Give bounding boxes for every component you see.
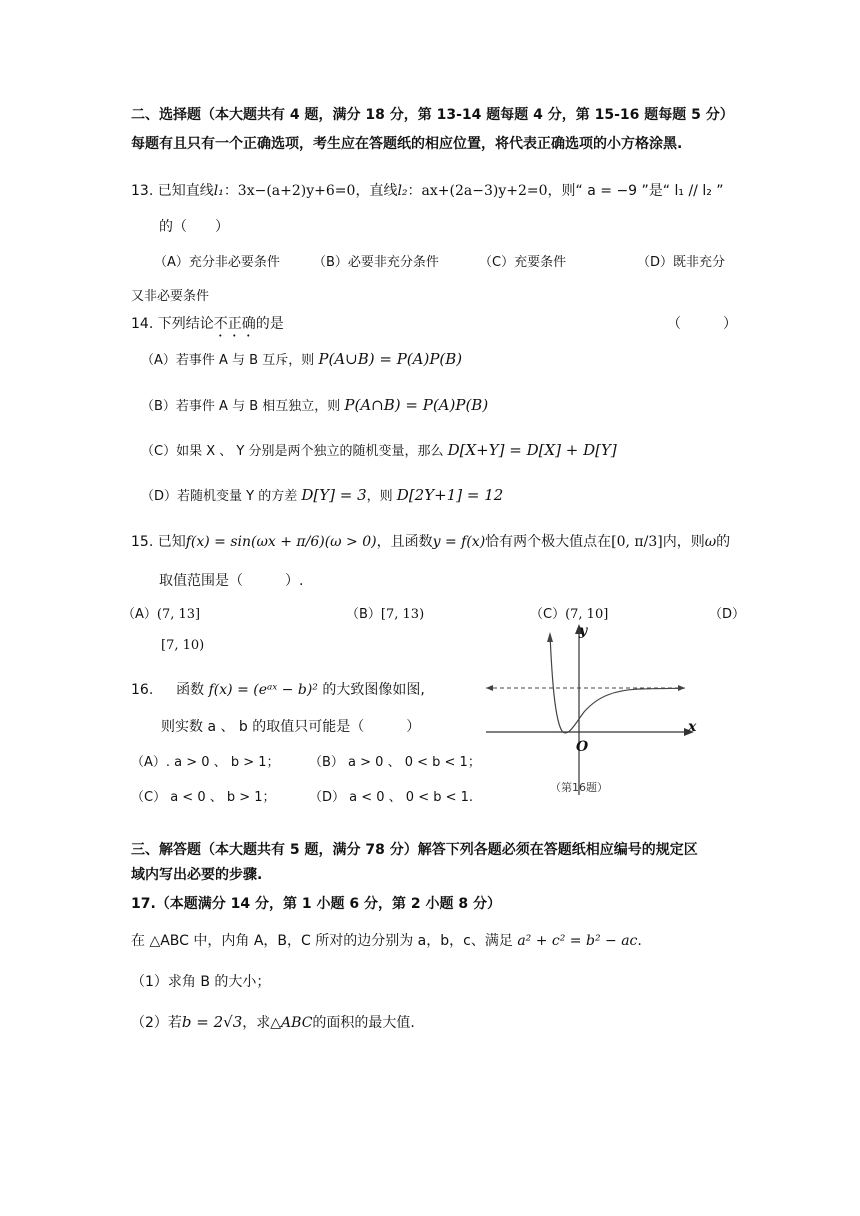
q15-option-a-label: （A） (122, 607, 157, 622)
q17-part2-math: b = 2√3 (181, 1013, 243, 1031)
q13-option-d-cont: 又非必要条件 (131, 289, 210, 304)
q15-option-a (122, 603, 200, 622)
section2-heading-line2: 每题有且只有一个正确选项，考生应在答题纸的相应位置，将代表正确选项的小方格涂黑. (131, 136, 683, 152)
q15-function2: y = f(x) (432, 534, 486, 550)
q16-option-c: （C） a < 0 、 b > 1； (131, 790, 276, 805)
q13-option-d: （D）既非充分 (637, 255, 726, 270)
q15-option-b (346, 603, 424, 622)
q16-stem-line2: 则实数 a 、 b 的取值只可能是（ ） (161, 719, 421, 735)
q15-option-a-value: (7, 13] (156, 607, 201, 622)
q16-text-a: 函数 (176, 682, 205, 698)
q15-text-d: 内，则 (662, 534, 705, 550)
q13-option-c: （C）充要条件 (479, 255, 567, 270)
section2-heading-line1: 二、选择题（本大题共有 4 题，满分 18 分，第 13-14 题每题 4 分，第 15-16 题每题 5 分） (131, 107, 734, 123)
q13-eq2: ：ax+(2a−3)y+2=0 (407, 183, 548, 199)
q15-option-b-value: [7, 13) (380, 607, 425, 622)
q15-option-b-label: （B） (346, 607, 381, 622)
q15-option-d-label: （D） (709, 607, 746, 622)
q16-option-d: （D） a < 0 、 0 < b < 1. (309, 790, 474, 805)
q15-option-d-value: [7, 10) (161, 638, 205, 653)
q13-option-b: （B）必要非充分条件 (313, 255, 439, 270)
q17-part2-triangle: △ABC (270, 1015, 313, 1031)
origin-label: O (576, 739, 589, 755)
q14-stem (131, 313, 284, 340)
q16-option-a: （A）. a > 0 、 b > 1； (131, 755, 280, 770)
q17-part2-text-c: 的面积的最大值. (312, 1015, 415, 1031)
q15-option-c-label: （C） (530, 607, 566, 622)
q16-figure-caption: （第16题） (550, 781, 608, 794)
q14-option-d-math1: D[Y] = 3 (301, 486, 367, 504)
q17-stem-math: a² + c² = b² − ac (517, 933, 638, 949)
q15-interval: [0, π/3] (611, 534, 663, 550)
q16-figure (480, 620, 705, 805)
q15-function: f(x) = sin(ωx + π/6)(ω > 0) (185, 534, 377, 550)
q17-part2-text-a: （2）若 (131, 1015, 182, 1031)
q17-part2 (131, 1012, 415, 1032)
x-axis-label: x (688, 719, 697, 735)
q14-option-c (141, 440, 617, 459)
q15-text-e: 的 (716, 534, 731, 550)
q13-eq1: ：3x−(a+2)y+6=0 (223, 183, 356, 199)
q15-option-c-value: (7, 10] (565, 607, 609, 622)
q17-part1: （1）求角 B 的大小； (131, 974, 271, 990)
q14-option-d-math2: D[2Y+1] = 12 (396, 486, 504, 504)
q13-option-a: （A）充分非必要条件 (154, 255, 280, 270)
q14-option-b (141, 395, 488, 414)
q13-text-b: ，直线 (355, 183, 398, 199)
q14-option-b-math: P(A∩B) = P(A)P(B) (344, 396, 489, 414)
q17-stem-end: . (637, 933, 642, 949)
q13-stem (131, 180, 724, 200)
q14-option-a-math: P(A∪B) = P(A)P(B) (318, 350, 463, 368)
q15-text-b: ，且函数 (376, 534, 433, 550)
q14-option-d-text: （D）若随机变量 Y 的方差 (141, 489, 298, 504)
q15-stem-line2: 取值范围是（ ）. (159, 573, 304, 589)
q14-option-b-text: （B）若事件 A 与 B 相互独立，则 (141, 399, 341, 414)
q14-paren: （ ） (667, 316, 737, 332)
q15-stem (131, 531, 730, 551)
q16-number: 16. (131, 682, 154, 698)
q13-text-c: ，则“ a = −9 ”是“ l₁ // l₂ ” (547, 183, 724, 199)
q17-stem-text: 在 △ABC 中，内角 A，B，C 所对的边分别为 a，b，c、满足 (131, 933, 513, 949)
q15-omega: ω (704, 534, 717, 550)
q14-option-d (141, 485, 503, 504)
q14-stem-b: 的是 (255, 316, 284, 332)
q14-stem-emphasis: 不正确 (213, 316, 256, 332)
q13-l1: l₁ (213, 183, 224, 199)
q13-l2: l₂ (397, 183, 408, 199)
q14-option-d-mid: ，则 (366, 489, 393, 504)
q16-option-b: （B） a > 0 、 0 < b < 1； (309, 755, 481, 770)
q14-option-c-math: D[X+Y] = D[X] + D[Y] (447, 441, 617, 459)
y-axis-label: y (579, 623, 588, 639)
q14-option-c-text: （C）如果 X 、 Y 分别是两个独立的随机变量，那么 (141, 444, 444, 459)
q13-text: 13. 已知直线 (131, 183, 214, 199)
function-curve (550, 634, 684, 733)
q17-stem (131, 930, 642, 950)
section3-heading-line2: 域内写出必要的步骤. (131, 867, 263, 883)
q16-function: f(x) = (eᵃˣ − b)² (208, 682, 318, 698)
q14-stem-a: 14. 下列结论 (131, 316, 214, 332)
q15-text-c: 恰有两个极大值点在 (485, 534, 612, 550)
q17-part2-text-b: ，求 (242, 1015, 271, 1031)
q15-text-a: 已知 (157, 534, 186, 550)
q16-text-b: 的大致图像如图, (322, 682, 425, 698)
asymptote-left-arrow (486, 685, 493, 691)
q17-header: 17.（本题满分 14 分，第 1 小题 6 分，第 2 小题 8 分） (131, 896, 501, 912)
section3-heading-line1: 三、解答题（本大题共有 5 题，满分 78 分）解答下列各题必须在答题纸相应编号的规定区 (131, 842, 698, 858)
q15-number: 15. (131, 534, 154, 550)
q14-option-a (141, 349, 462, 368)
q16-stem (131, 679, 425, 699)
q14-option-a-text: （A）若事件 A 与 B 互斥，则 (141, 353, 315, 368)
curve-arrow (547, 632, 553, 642)
q13-stem-line2: 的（ ） (159, 219, 229, 235)
